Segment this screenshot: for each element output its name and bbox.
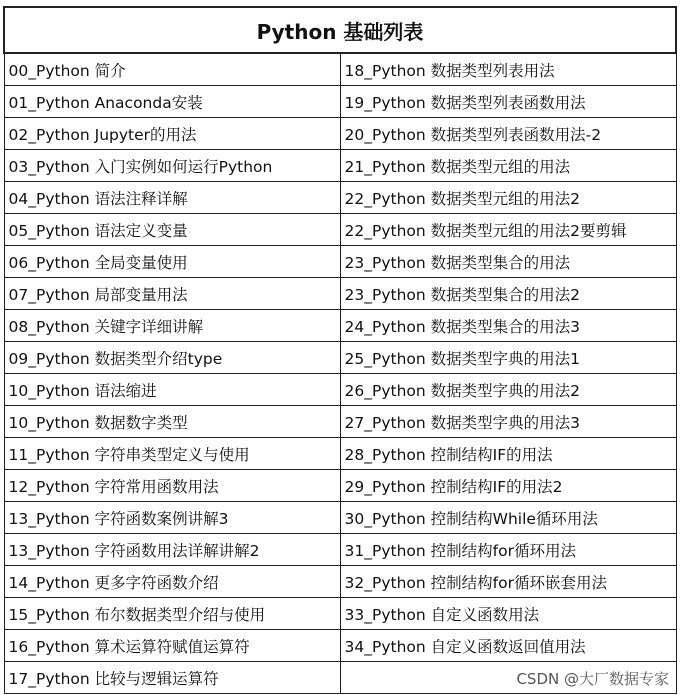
lesson-cell-left: 15_Python 布尔数据类型介绍与使用 xyxy=(4,598,340,630)
lesson-cell-left: 14_Python 更多字符函数介绍 xyxy=(4,566,340,598)
lesson-cell-left: 17_Python 比较与逻辑运算符 xyxy=(4,662,340,694)
lesson-cell-left: 10_Python 语法缩进 xyxy=(4,374,340,406)
lesson-cell-right: 30_Python 控制结构While循环用法 xyxy=(340,502,676,534)
table-row xyxy=(4,118,676,150)
table-row xyxy=(4,534,676,566)
lesson-cell-left: 16_Python 算术运算符赋值运算符 xyxy=(4,630,340,662)
lesson-cell-right: 31_Python 控制结构for循环用法 xyxy=(340,534,676,566)
table-row xyxy=(4,438,676,470)
table-row xyxy=(4,406,676,438)
lesson-cell-right: 21_Python 数据类型元组的用法 xyxy=(340,150,676,182)
lesson-cell-left: 07_Python 局部变量用法 xyxy=(4,278,340,310)
table-row xyxy=(4,566,676,598)
lesson-cell-left: 11_Python 字符串类型定义与使用 xyxy=(4,438,340,470)
lesson-cell-right: 22_Python 数据类型元组的用法2 xyxy=(340,182,676,214)
lesson-cell-right: 28_Python 控制结构IF的用法 xyxy=(340,438,676,470)
table-row xyxy=(4,214,676,246)
table-row xyxy=(4,53,676,86)
table-row xyxy=(4,246,676,278)
title-row xyxy=(4,7,676,53)
lesson-cell-right: 19_Python 数据类型列表函数用法 xyxy=(340,86,676,118)
lesson-cell-right: 18_Python 数据类型列表用法 xyxy=(340,53,676,86)
lesson-cell-left: 03_Python 入门实例如何运行Python xyxy=(4,150,340,182)
lesson-cell-right: 24_Python 数据类型集合的用法3 xyxy=(340,310,676,342)
lesson-cell-right: 33_Python 自定义函数用法 xyxy=(340,598,676,630)
lesson-cell-left: 06_Python 全局变量使用 xyxy=(4,246,340,278)
table-row xyxy=(4,310,676,342)
table-row xyxy=(4,278,676,310)
lesson-cell-right: 26_Python 数据类型字典的用法2 xyxy=(340,374,676,406)
lesson-cell-right: 23_Python 数据类型集合的用法 xyxy=(340,246,676,278)
lesson-cell-right: 20_Python 数据类型列表函数用法-2 xyxy=(340,118,676,150)
table-row xyxy=(4,150,676,182)
table-body xyxy=(4,7,676,694)
lesson-cell-left: 05_Python 语法定义变量 xyxy=(4,214,340,246)
table-row xyxy=(4,374,676,406)
python-basics-table xyxy=(3,6,677,694)
lesson-cell-left: 00_Python 简介 xyxy=(4,53,340,86)
lesson-cell-right: 22_Python 数据类型元组的用法2要剪辑 xyxy=(340,214,676,246)
lesson-cell-left: 08_Python 关键字详细讲解 xyxy=(4,310,340,342)
lesson-cell-right: 27_Python 数据类型字典的用法3 xyxy=(340,406,676,438)
lesson-cell-left: 13_Python 字符函数用法详解讲解2 xyxy=(4,534,340,566)
lesson-cell-right: 29_Python 控制结构IF的用法2 xyxy=(340,470,676,502)
lesson-cell-left: 09_Python 数据类型介绍type xyxy=(4,342,340,374)
lesson-cell-right: 32_Python 控制结构for循环嵌套用法 xyxy=(340,566,676,598)
table-row xyxy=(4,182,676,214)
lesson-cell-right: 34_Python 自定义函数返回值用法 xyxy=(340,630,676,662)
lesson-cell-left: 10_Python 数据数字类型 xyxy=(4,406,340,438)
table-row xyxy=(4,598,676,630)
table-row xyxy=(4,502,676,534)
lesson-cell-left: 01_Python Anaconda安装 xyxy=(4,86,340,118)
lesson-cell-left: 13_Python 字符函数案例讲解3 xyxy=(4,502,340,534)
lesson-cell-left: 02_Python Jupyter的用法 xyxy=(4,118,340,150)
lesson-cell-right: 25_Python 数据类型字典的用法1 xyxy=(340,342,676,374)
table-title: Python 基础列表 xyxy=(4,7,676,53)
table-row xyxy=(4,630,676,662)
table-row xyxy=(4,86,676,118)
lesson-cell-left: 04_Python 语法注释详解 xyxy=(4,182,340,214)
table-row xyxy=(4,470,676,502)
table-row xyxy=(4,342,676,374)
lesson-cell-left: 12_Python 字符常用函数用法 xyxy=(4,470,340,502)
lesson-cell-right: 23_Python 数据类型集合的用法2 xyxy=(340,278,676,310)
watermark-text: CSDN @大厂数据专家 xyxy=(516,670,669,688)
